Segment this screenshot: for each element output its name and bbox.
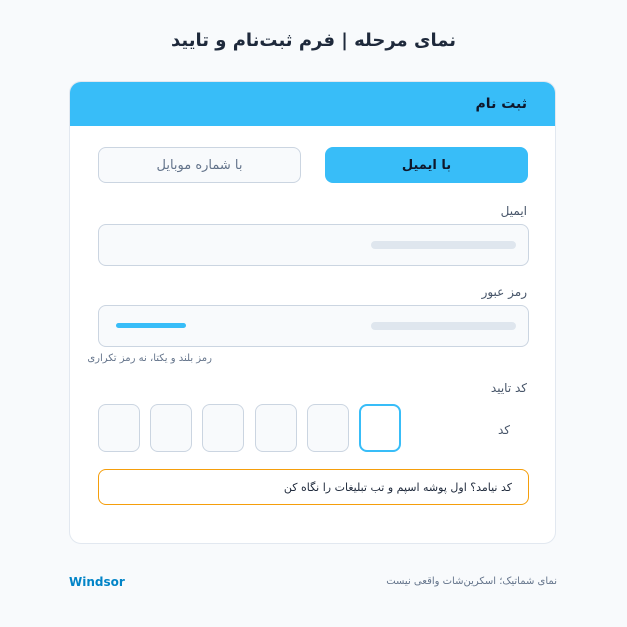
email-field[interactable] <box>98 224 529 266</box>
code-side-label: کد <box>498 423 511 437</box>
otp-box-3[interactable] <box>202 404 244 452</box>
signup-card <box>69 81 556 544</box>
verify-code-label: کد تایید <box>490 381 527 395</box>
resend-hint-alert <box>98 469 529 505</box>
password-placeholder <box>371 322 516 330</box>
alert-text: کد نیامد؟ اول پوشه اسپم و تب تبلیغات را نگاه کن <box>283 480 512 494</box>
otp-box-1[interactable] <box>98 404 140 452</box>
email-placeholder <box>371 241 516 249</box>
email-label: ایمیل <box>500 204 527 218</box>
password-strength-bar <box>116 323 186 328</box>
card-header-title: ثبت نام <box>475 96 527 112</box>
tab-mobile[interactable]: با شماره موبایل <box>98 147 301 183</box>
page-title: نمای مرحله | فرم ثبت‌نام و تایید <box>170 30 457 51</box>
card-header <box>70 82 555 126</box>
footer-note: نمای شماتیک؛ اسکرین‌شات واقعی نیست <box>386 576 557 587</box>
otp-box-2[interactable] <box>150 404 192 452</box>
tab-email[interactable]: با ایمیل <box>325 147 528 183</box>
otp-box-4[interactable] <box>255 404 297 452</box>
password-hint: رمز بلند و یکتا، نه رمز تکراری <box>87 353 212 364</box>
otp-box-5[interactable] <box>307 404 349 452</box>
otp-box-6[interactable] <box>359 404 401 452</box>
password-label: رمز عبور <box>481 285 527 299</box>
brand-logo: Windsor <box>69 575 125 589</box>
password-field[interactable] <box>98 305 529 347</box>
